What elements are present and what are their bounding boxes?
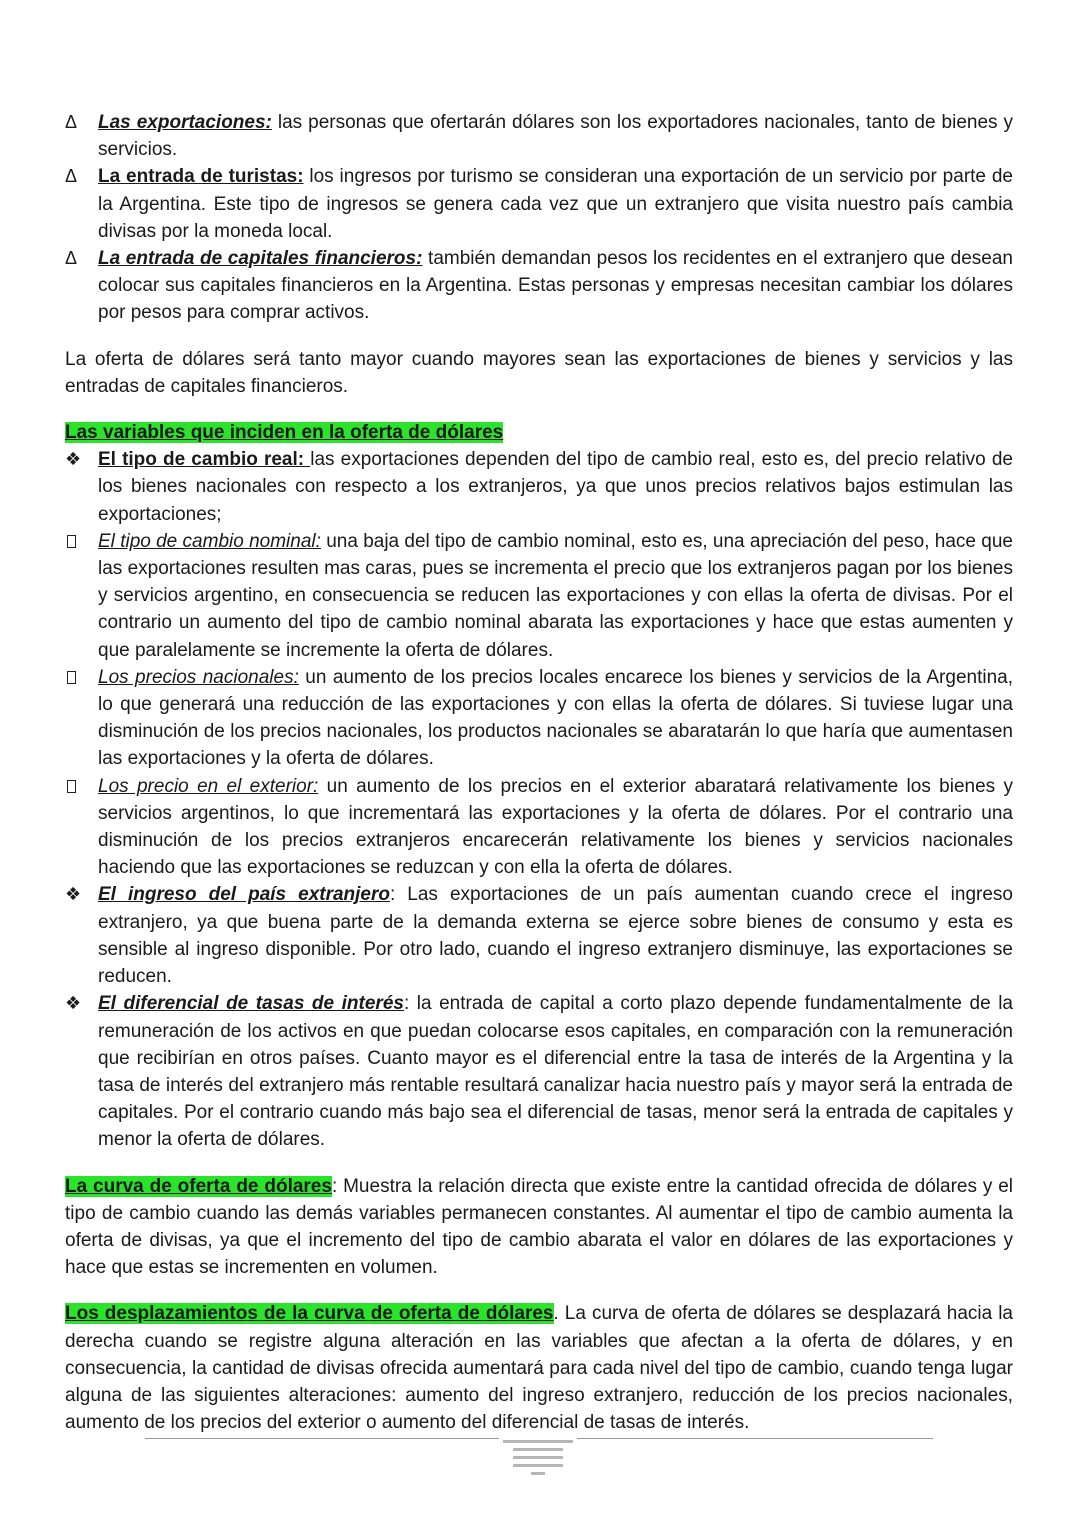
- curve-text: : Muestra la relación directa que existe entre la cantidad ofrecida de dólares y el tipo de cambio cuando las demás variables permanecen constantes. Al aumentar el tipo de cambio aumenta la oferta de divisas, ya que el incremento del tipo de cambio abarata el valor en dólares de las exportaciones y hace que estas se incrementen en volumen.: [65, 1175, 1013, 1279]
- diamond-bullet-icon: ❖: [65, 449, 82, 470]
- item-term: La entrada de turistas:: [98, 166, 304, 188]
- item-text: : Las exportaciones de un país aumentan cuando crece el ingreso extranjero, ya que buena parte de la demanda externa se ejerce sobre bienes de consumo y esta es sensible al ingreso disponible. Por otro lado, cuando el ingreso extranjero disminuye, las exportaciones se reducen.: [98, 884, 1013, 988]
- item-term: La entrada de capitales financieros:: [98, 248, 423, 270]
- list-item: [65, 163, 1013, 245]
- item-text: un aumento de los precios en el exterior abaratará relativamente los bienes y servicios argentinos, lo que incrementará las exportaciones y la oferta de dólares. Por el contrario una disminución de los precios extranjeros encarecerán relativamente los bienes y servicios nacionales haciendo que las exportaciones se reduzcan y con ella la oferta de dólares.: [98, 775, 1013, 879]
- item-text: las exportaciones dependen del tipo de cambio real, esto es, del precio relativo de los bienes nacionales con respecto a los extranjeros, ya que unos precios relativos bajos estimulan las exportaciones;: [98, 449, 1013, 525]
- item-text: los ingresos por turismo se consideran una exportación de un servicio por parte de la Argentina. Este tipo de ingresos se genera cada vez que un extranjero que visita nuestro país cambia divisas por la moneda local.: [98, 166, 1013, 242]
- checkbox-bullet-icon: [65, 528, 89, 556]
- item-text: un aumento de los precios locales encarece los bienes y servicios de la Argentina, lo que generará una reducción de las exportaciones y con ellas la oferta de dólares. Si tuviese lugar una disminución de los precios nacionales, los productos nacionales se abaratarán lo que haría que aumentasen las exportaciones y la oferta de dólares.: [98, 666, 1013, 770]
- item-term: Los precio en el exterior:: [98, 775, 319, 797]
- diamond-bullet-icon: ❖: [65, 884, 82, 905]
- list-item: [65, 109, 1013, 163]
- list-item: [65, 990, 1013, 1153]
- list-item: [65, 881, 1013, 990]
- list-item: [65, 664, 1013, 773]
- item-text: una baja del tipo de cambio nominal, esto es, una apreciación del peso, hace que las exportaciones resulten mas caras, pues se incrementa el precio que los extranjeros pagan por los bienes y servicios argentino, en consecuencia se reducen las exportaciones y con ellas la oferta de divisas. Por el contrario un aumento del tipo de cambio nominal abarata las exportaciones y hace que estas aumenten y que paralelamente se incremente la oferta de dólares.: [98, 530, 1013, 661]
- triangle-bullet-icon: Δ: [65, 248, 78, 269]
- diamond-bullet-icon: ❖: [65, 993, 82, 1014]
- item-term: El ingreso del país extranjero: [98, 884, 390, 906]
- item-text: también demandan pesos los recidentes en el extranjero que desean colocar sus capitales financieros en la Argentina. Estas personas y empresas necesitan cambiar los dólares por pesos para comprar activos.: [98, 248, 1013, 324]
- triangle-bullet-icon: Δ: [65, 166, 78, 187]
- curve-heading: La curva de oferta de dólares: [65, 1175, 332, 1197]
- paragraph-shifts: [65, 1300, 1013, 1436]
- item-term: Las exportaciones:: [98, 112, 272, 133]
- paragraph-curve: [65, 1173, 1013, 1282]
- item-term: Los precios nacionales:: [98, 666, 299, 688]
- checkbox-bullet-icon: [65, 664, 89, 692]
- variables-heading: Las variables que inciden en la oferta de dólares: [65, 422, 504, 444]
- footer-logo: [499, 1435, 577, 1479]
- paragraph-supply: La oferta de dólares será tanto mayor cuando mayores sean las exportaciones de bienes y servicios y las entradas de capitales financieros.: [65, 348, 1013, 397]
- item-term: El tipo de cambio real:: [98, 449, 311, 471]
- document-body: [65, 109, 1013, 1436]
- list-item: [65, 773, 1013, 882]
- item-text: las personas que ofertarán dólares son los exportadores nacionales, tanto de bienes y servicios.: [98, 112, 1014, 161]
- list-item: [65, 245, 1013, 327]
- triangle-bullet-icon: Δ: [65, 112, 78, 132]
- shifts-heading: Los desplazamientos de la curva de oferta de dólares: [65, 1303, 554, 1325]
- list-item: [65, 528, 1013, 664]
- item-term: El diferencial de tasas de interés: [98, 993, 404, 1015]
- shifts-text: . La curva de oferta de dólares se desplazará hacia la derecha cuando se registre alguna alteración en las variables que afectan a la oferta de dólares, y en consecuencia, la cantidad de divisas ofrecida aumentará para cada nivel del tipo de cambio, cuando tenga lugar alguna de las siguientes alteraciones: aumento del ingreso extranjero, reducción de los precios nacionales, aumento de los precios del exterior o aumento del diferencial de tasas de interés.: [65, 1303, 1013, 1434]
- list-item: [65, 446, 1013, 528]
- item-term: El tipo de cambio nominal:: [98, 530, 321, 552]
- checkbox-bullet-icon: [65, 773, 89, 801]
- item-text: : la entrada de capital a corto plazo depende fundamentalmente de la remuneración de los activos en que puedan colocarse esos capitales, en comparación con la remuneración que recibirían en otros países. Cuanto mayor es el diferencial entre la tasa de interés de la Argentina y la tasa de interés del extranjero más rentable resultará canalizar hacia nuestro país y mayor será la entrada de capitales. Por el contrario cuando más bajo sea el diferencial de tasas, menor será la entrada de capitales y menor la oferta de dólares.: [98, 993, 1013, 1151]
